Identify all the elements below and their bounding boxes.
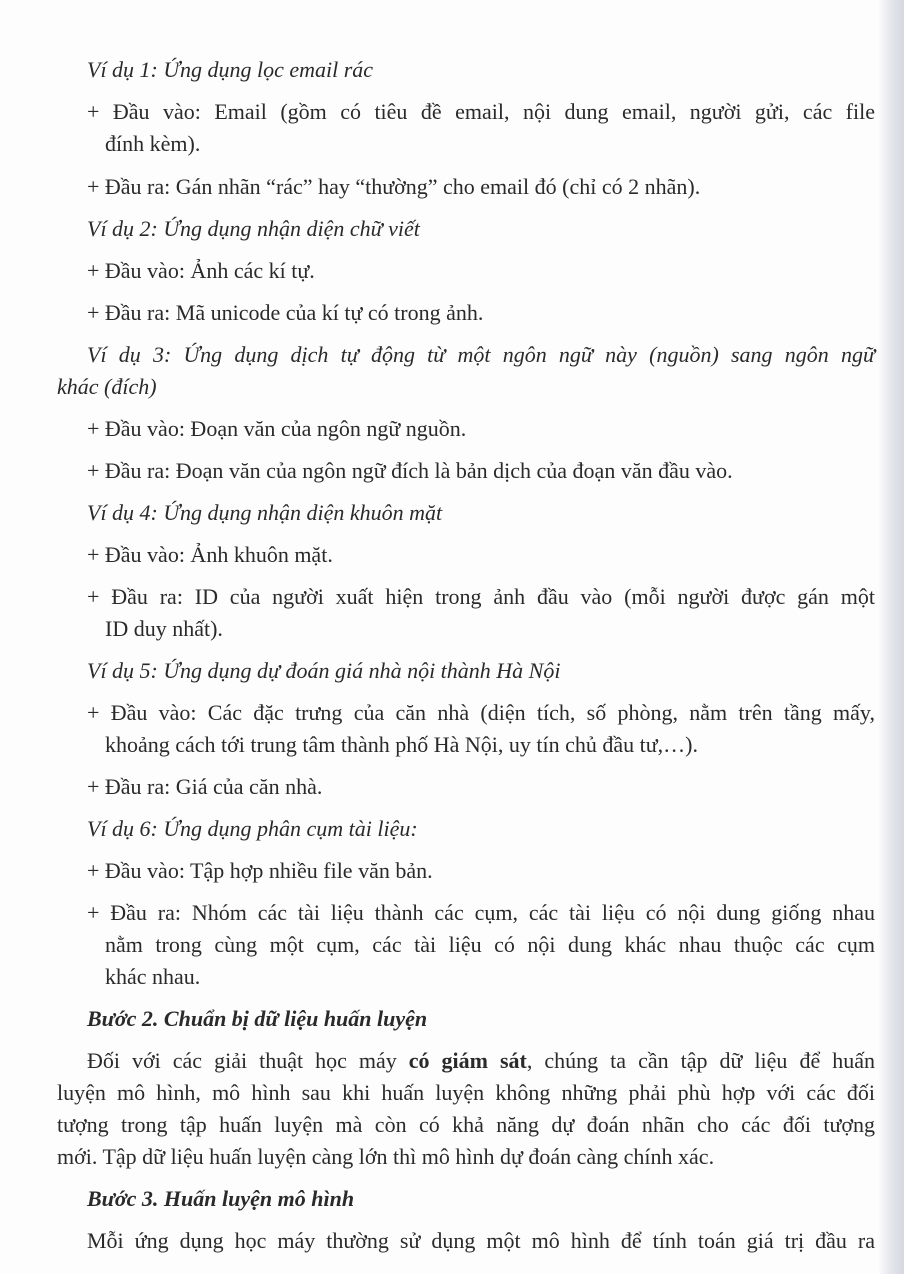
step-2-heading: Bước 2. Chuẩn bị dữ liệu huấn luyện xyxy=(87,1006,428,1031)
example-3-heading: Ví dụ 3: Ứng dụng dịch tự động từ một ngôn ngữ này (nguồn) sang ngôn ngữ xyxy=(87,342,875,367)
example-1-output: + Đầu ra: Gán nhãn “rác” hay “thường” cho email đó (chỉ có 2 nhãn). xyxy=(87,174,701,199)
paragraph-2-line-1: Mỗi ứng dụng học máy thường sử dụng một mô hình để tính toán giá trị đầu ra xyxy=(87,1228,875,1253)
example-1-input-cont: đính kèm). xyxy=(105,131,201,156)
example-6-heading: Ví dụ 6: Ứng dụng phân cụm tài liệu: xyxy=(87,816,418,841)
example-4-output: + Đầu ra: ID của người xuất hiện trong ảnh đầu vào (mỗi người được gán một xyxy=(87,584,875,609)
example-5-input-cont: khoảng cách tới trung tâm thành phố Hà Nội, uy tín chủ đầu tư,…). xyxy=(105,732,698,757)
example-1-input: + Đầu vào: Email (gồm có tiêu đề email, nội dung email, người gửi, các file xyxy=(87,99,875,124)
paragraph-1-line-2: luyện mô hình, mô hình sau khi huấn luyện không những phải phù hợp với các đối xyxy=(57,1080,875,1105)
example-1-heading: Ví dụ 1: Ứng dụng lọc email rác xyxy=(87,57,374,82)
example-3-heading-cont: khác (đích) xyxy=(57,374,157,399)
example-2-heading: Ví dụ 2: Ứng dụng nhận diện chữ viết xyxy=(87,216,420,241)
example-3-output: + Đầu ra: Đoạn văn của ngôn ngữ đích là bản dịch của đoạn văn đầu vào. xyxy=(87,458,733,483)
supervised-emphasis: có giám sát xyxy=(408,1048,527,1073)
paragraph-1-line-4: mới. Tập dữ liệu huấn luyện càng lớn thì mô hình dự đoán càng chính xác. xyxy=(57,1144,715,1169)
example-4-heading: Ví dụ 4: Ứng dụng nhận diện khuôn mặt xyxy=(87,500,443,525)
example-3-input: + Đầu vào: Đoạn văn của ngôn ngữ nguồn. xyxy=(87,416,467,441)
example-2-input: + Đầu vào: Ảnh các kí tự. xyxy=(87,258,315,283)
example-5-input: + Đầu vào: Các đặc trưng của căn nhà (diện tích, số phòng, nằm trên tầng mấy, xyxy=(87,700,875,725)
example-6-output: + Đầu ra: Nhóm các tài liệu thành các cụm, các tài liệu có nội dung giống nhau xyxy=(87,900,875,925)
example-5-output: + Đầu ra: Giá của căn nhà. xyxy=(87,774,323,799)
example-5-heading: Ví dụ 5: Ứng dụng dự đoán giá nhà nội thành Hà Nội xyxy=(87,658,561,683)
example-4-input: + Đầu vào: Ảnh khuôn mặt. xyxy=(87,542,333,567)
paragraph-1-line-3: tượng trong tập huấn luyện mà còn có khả năng dự đoán nhãn cho các đối tượng xyxy=(57,1112,875,1137)
example-6-input: + Đầu vào: Tập hợp nhiều file văn bản. xyxy=(87,858,433,883)
paragraph-1-line-1: Đối với các giải thuật học máy có giám sát, chúng ta cần tập dữ liệu để huấn xyxy=(87,1048,875,1073)
example-6-output-cont-2: khác nhau. xyxy=(105,964,201,989)
text-body xyxy=(57,54,875,1257)
example-4-output-cont: ID duy nhất). xyxy=(105,616,223,641)
page-edge-shadow xyxy=(878,0,904,1274)
example-6-output-cont-1: nằm trong cùng một cụm, các tài liệu có nội dung khác nhau thuộc các cụm xyxy=(105,932,875,957)
step-3-heading: Bước 3. Huấn luyện mô hình xyxy=(87,1186,355,1211)
example-2-output: + Đầu ra: Mã unicode của kí tự có trong ảnh. xyxy=(87,300,484,325)
